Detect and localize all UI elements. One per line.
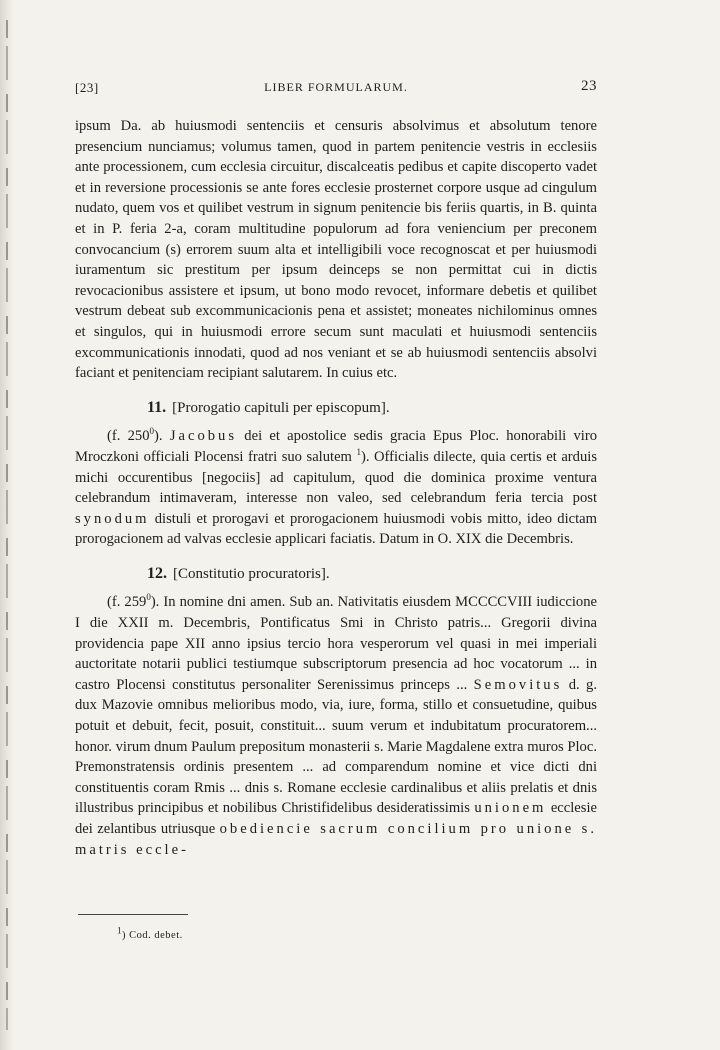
footnote-text: ) Cod. debet.: [122, 930, 183, 941]
section-12-text-b: d. g. dux Mazovie omnibus melioribus modo, via, iure, forma, stillo et consuetudine, quibus potuit et debuit, fecit, posuit, constituit... suum verum et indubitatum procuratorem... honor. virum dnum Paulum prepositum monasterii s. Marie Magdalene extra muros Ploc. Premonstratensis ordinis presentem ... ad comparendum nomine et vice dicti dni constituentis coram Rmis ... dnis s. Romane ecclesie cardinalibus et aliis prelatis et dnis illustribus principibus et nobilibus Christifidelibus desideratissimis: [75, 676, 597, 817]
footnote-number: 1: [117, 925, 122, 936]
section-11-text-a: dei et apostolice sedis gracia Epus Ploc. honorabili viro Mroczkoni officiali Plocensi fratri suo salutem: [75, 428, 597, 465]
section-11-folio: (f. 250: [107, 428, 150, 445]
footnote: [117, 925, 183, 941]
section-11-spaced-name: Jacobus: [169, 428, 238, 445]
section-11-text: [75, 426, 597, 550]
footnote-mark-close: ).: [360, 448, 370, 465]
running-header: [75, 78, 597, 100]
header-title: LIBER FORMULARUM.: [264, 80, 408, 94]
section-11-text-b: Officialis dilecte, quia certis et arduis michi occurentibus [negociis] ad capitulum, quod die dominica proxime ventura celebrandum intimaveram, interesse non valeo, sed celebrandum feria tercia post: [75, 448, 597, 507]
body-text: [75, 116, 597, 860]
section-12-heading: [75, 564, 597, 585]
section-11-folio-close: ).: [154, 428, 163, 445]
section-11-number: 11.: [147, 398, 167, 416]
header-section-ref: [23]: [75, 80, 99, 95]
section-12-title: [Constitutio procuratoris].: [173, 565, 330, 582]
page-number: 23: [581, 78, 597, 94]
section-12-text-a: In nomine dni amen. Sub an. Nativitatis eiusdem MCCCCVIII iudiccione I die XXII m. Decembris, Pontificatus Smi in Christo patris... Gregorii divina providencia pape XII anno ipsius tercio hora vesperorum vel quasi in mei imperiali auctoritate notarii publici testiumque subscriptorum presencia ad hoc vocatorum ... in castro Plocensi constitutus personaliter Serenissimus princeps ...: [75, 594, 597, 693]
section-12-text-c: ecclesie dei zelantibus utriusque: [75, 800, 597, 837]
section-11-title: [Prorogatio capituli per episcopum].: [172, 399, 390, 416]
section-11-folio-sup: 0: [149, 426, 155, 437]
section-11-spaced-word: synodum: [75, 510, 150, 527]
section-12-number: 12.: [147, 564, 167, 582]
section-12-spaced-word-2: obediencie sacrum concilium pro unione s. matris eccle-: [75, 821, 598, 858]
section-11-text-c: distuli et prorogavi et prorogacionem huiusmodi vobis mitto, ideo dictam prorogacionem ad valvas ecclesie applicari faciatis. Datum in O. XIX die Decembris.: [75, 510, 597, 548]
section-12-folio: (f. 259: [107, 594, 147, 611]
section-12-spaced-word-1: unionem: [474, 800, 547, 817]
section-12-folio-close: ).: [150, 594, 160, 611]
section-12-text: [75, 592, 597, 860]
scan-binding-shadow: [6, 20, 8, 1030]
section-12-spaced-name: Semovitus: [473, 676, 563, 693]
footnote-rule: [78, 914, 188, 915]
footnote-mark: 1: [356, 447, 361, 458]
paragraph-continued: ipsum Da. ab huiusmodi sentenciis et censuris absolvimus et absolutum tenore presencium nunciamus; volumus tamen, quod in partem penitencie vestris in ecclesiis ante processionem, cum ecclesia circuitur, discalceatis pedibus et capite discoperto vadet et in reversione processionis se ante fores ecclesie prosternet corpore usque ad cingulum nudato, quem vos et quilibet vestrum in signum penitencie bis feriis quartis, in B. quinta et in P. feria 2-a, coram multitudine populorum ad fora veniencium per preconem convocancium (s) errorem suum alta et intelligibili voce recognoscat et per huiusmodi iuramentum sic prestitum per ipsum deinceps se non permittat cui in dictis revocacionibus assistere et ipsum, ut bono modo revocet, informare debetis et quilibet vestrum debeat sub excommunicacionis pena et assistet; moneates nichilominus omnes et singulos, qui in huiusmodi errore secum sunt maculati et huiusmodi sentenciis excommunicationis innodati, quod ad nos veniant et se ab huiusmodi sentenciis absolvi faciant et penitenciam recipiant salutarem. In cuius etc.: [75, 118, 597, 382]
section-12-folio-sup: 0: [146, 592, 151, 603]
section-11-heading: [75, 398, 597, 419]
